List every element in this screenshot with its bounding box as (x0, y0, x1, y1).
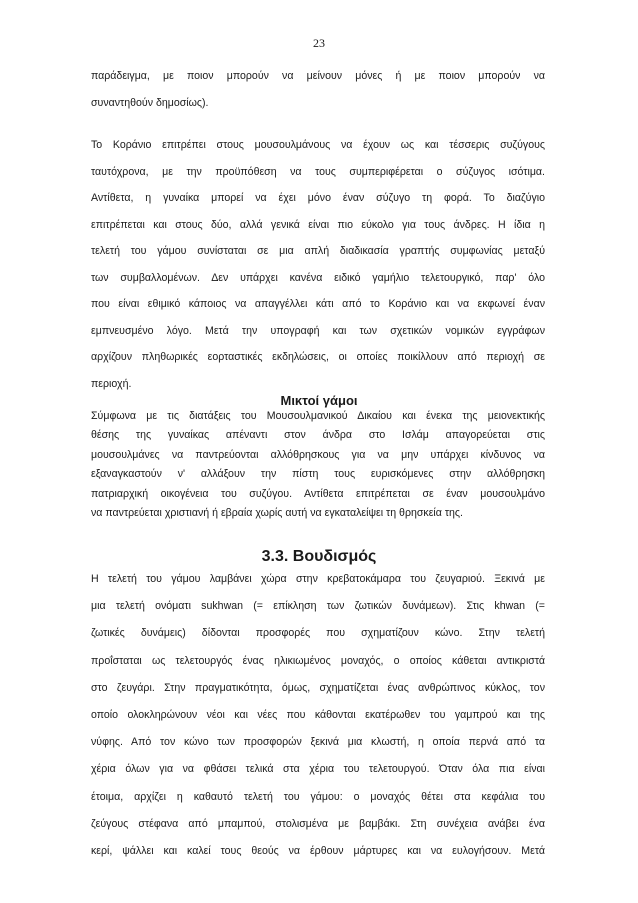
text-line: περιοχή. (91, 377, 132, 390)
paragraph-buddhist-wedding (91, 573, 545, 872)
text-line: χέρια όλων για να φθάσει τελικά στα χέρια του τελετουργού. Όταν όλα πια είναι (91, 763, 545, 776)
text-line: Σύμφωνα με τις διατάξεις του Μουσουλμανικού Δικαίου και ένεκα της μειονεκτικής (91, 410, 545, 422)
text-line: ζωτικές δυνάμεις) δίδονται προσφορές που σχηματίζουν κώνο. Στην τελετή (91, 627, 545, 640)
text-line: ταυτόχρονα, με την προϋπόθεση να τους συμπεριφέρεται ο σύζυγος ισότιμα. (91, 165, 545, 178)
text-line: εξαναγκαστούν ν' αλλάξουν την πίστη τους ευρισκόμενες στην αλλόθρησκη (91, 468, 545, 481)
text-line: θέσης της γυναίκας απέναντι στον άνδρα στο Ισλάμ απαγορεύεται στις (91, 429, 545, 442)
page-number: 23 (313, 36, 325, 50)
text-line: μια τελετή ονόματι sukhwan (= επίκληση των ζωτικών δυνάμεων). Στις khwan (= (91, 600, 545, 613)
text-line: των συμβαλλομένων. Δεν υπάρχει κανένα ειδικό γαμήλιο τελετουργικό, παρ' όλο (91, 271, 545, 284)
text-line: νύφης. Από τον κώνο των προσφορών ξεκινά μια κλωστή, η οποία περνά από τα (91, 736, 545, 749)
text-line: πατριαρχική οικογένεια του συζύγου. Αντίθετα επιτρέπεται σε έναν μουσουλμάνο (91, 487, 545, 500)
text-line: μουσουλμάνες να παντρεύονται αλλόθρησκους για να μην υπάρχει κίνδυνος να (91, 448, 545, 461)
paragraph-mixed-marriages (91, 410, 545, 526)
text-line: Η τελετή του γάμου λαμβάνει χώρα στην κρεβατοκάμαρα του ζευγαριού. Ξεκινά με (91, 573, 545, 585)
text-line: ζεύγους στέφανα από μπαμπού, στολισμένα με βαμβάκι. Στη συνέχεια ανάβει ένα (91, 817, 545, 830)
text-line: στο ζευγάρι. Στην πραγματικότητα, όμως, σχηματίζεται ένας ανθρώπινος κύκλος, τον (91, 681, 545, 694)
text-line: Το Κοράνιο επιτρέπει στους μουσουλμάνους να έχουν ως και τέσσερις συζύγους (91, 139, 545, 151)
text-line: τελετή του γάμου συνίσταται σε μια απλή διαδικασία γραπτής συμφωνίας μεταξύ (91, 245, 545, 257)
text-line: οποίο ολοκληρώνουν νέοι και νέες που κάθονται εκατέρωθεν του γαμπρού και της (91, 708, 545, 721)
text-line: προΐσταται ως τελετουργός ένας ηλικιωμένος μοναχός, ο οποίος κάθεται αντικριστά (91, 654, 545, 667)
text-line: εμπνευσμένο λόγο. Μετά την υπογραφή και των σχετικών νομικών εγγράφων (91, 324, 545, 337)
paragraph-koran-marriage (91, 139, 545, 404)
section-heading-buddhism: 3.3. Βουδισμός (261, 548, 377, 565)
section-heading-mixed-marriages: Μικτοί γάμοι (280, 393, 358, 408)
text-line: να παντρεύεται χριστιανή ή εβραία χωρίς αυτή να εγκαταλείψει τη θρησκεία της. (91, 506, 463, 519)
text-line: Αντίθετα, η γυναίκα μπορεί να έχει μόνο έναν σύζυγο τη φορά. Το διαζύγιο (91, 192, 545, 204)
text-line: που είναι εθιμικό κάποιος να απαγγέλλει κάτι από το Κοράνιο και να εκφωνεί έναν (91, 298, 545, 310)
text-line: παράδειγμα, με ποιον μπορούν να μείνουν μόνες ή με ποιον μπορούν να (91, 70, 545, 82)
text-line: αρχίζουν πληθωρικές εορταστικές εκδηλώσεις, οι οποίες ποικίλλουν από περιοχή σε (91, 351, 545, 363)
text-line: επιτρέπεται και στους δύο, αλλά γενικά είναι πιο εύκολο για τους άνδρες. Η ίδια η (91, 218, 545, 231)
text-line: συναντηθούν δημοσίως). (91, 96, 209, 109)
paragraph-continuation (91, 70, 545, 123)
text-line: κερί, ψάλλει και καλεί τους θεούς να έρθουν μάρτυρες και να ευλογήσουν. Μετά (91, 844, 545, 857)
text-line: έτοιμα, αρχίζει η καθαυτό τελετή του γάμου: ο μοναχός θέτει στα κεφάλια του (91, 790, 545, 803)
